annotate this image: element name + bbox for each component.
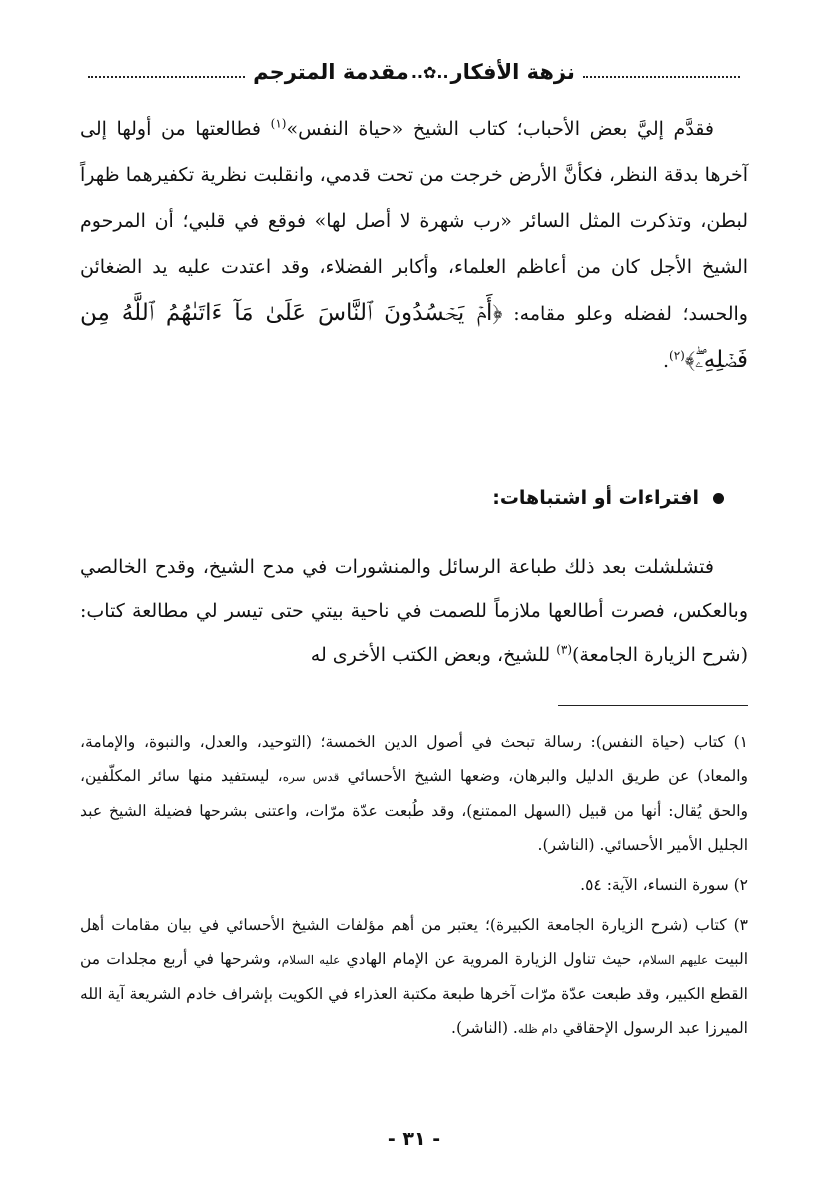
honorific-glyph: عليه السلام (281, 953, 341, 967)
honorific-glyph: دام ظله (517, 1022, 558, 1036)
quran-verse: ﴿أَمۡ يَحۡسُدُونَ ٱلنَّاسَ عَلَىٰ مَآ ءَاتَىٰهُمُ ٱللَّهُ مِن فَضۡلِهِۦۖ﴾ (80, 300, 748, 373)
footnote-text: . (الناشر). (451, 1019, 518, 1037)
header-dots-left (88, 76, 245, 78)
footnote-text: ، حيث تناول الزيارة المروية عن الإمام الهادي (340, 950, 643, 968)
flower-ornament-icon: ..✿.. (410, 62, 449, 82)
footnote-text: ١) كتاب (حياة النفس): رسالة تبحث في أصول الدين الخمسة؛ (التوحيد، والعدل، والنبوة، والإمامة، والمعاد) عن طريق الدليل والبرهان، وضعها الشيخ الأحسائي (80, 733, 749, 785)
footnote-text: ٣) كتاب (شرح الزيارة الجامعة الكبيرة)؛ يعتبر من أهم مؤلفات الشيخ الأحسائي في بيان مقامات أهل البيت (80, 916, 749, 968)
paragraph-text: فتشلشلت بعد ذلك طباعة الرسائل والمنشورات في مدح الشيخ، وقدح الخالصي وبالعكس، فصرت أطالعها ملازماً للصمت في ناحية بيتي حتى تيسر لي مطالعة كتاب: (شرح الزيارة الجامعة) (80, 556, 748, 666)
honorific-glyph: عليهم السلام (642, 953, 709, 967)
paragraph (80, 545, 748, 677)
footnote-ref-1: (١) (270, 116, 287, 131)
running-header (80, 52, 748, 92)
paragraph (80, 106, 748, 384)
footnote-text: ، وشرحها في أربع مجلدات من القطع الكبير، وقد طبعت عدّة مرّات آخرها طبعة مكتبة العذراء في الكويت بإشراف خادم الشريعة آية الله الميرزا عبد الرسول الإحقاقي (80, 950, 748, 1037)
main-paragraph-2 (80, 545, 748, 677)
paragraph-text: فطالعتها من أولها إلى آخرها بدقة النظر، فكأنَّ الأرض خرجت من تحت قدمي، وانقلبت نظرية تكفيرهما ظهراً لبطن، وتذكرت المثل السائر «رب شهرة لا أصل لها» فوقع في قلبي؛ أن المرحوم الشيخ الأجل كان من أعاظم العلماء، وأكابر الفضلاء، وقد اعتدت عليه يد الضغائن والحسد؛ لفضله وعلو مقامه: (80, 118, 748, 325)
paragraph-text: فقدَّم إليَّ بعض الأحباب؛ كتاب الشيخ «حياة النفس» (286, 118, 714, 140)
footnote-1 (80, 725, 748, 862)
main-paragraph-1 (80, 106, 748, 384)
footnote-text: ٢) سورة النساء، الآية: ٥٤. (580, 876, 748, 894)
footnote-text: ، ليستفيد منها سائر المكلّفين، والحق يُقال: أنها من قبيل (السهل الممتنع)، وقد طُبعت عدّة مرّات، واعتنى بشرحها فضيلة الشيخ عبد الجليل الأمير الأحسائي. (الناشر). (80, 767, 748, 854)
honorific-glyph: قدس سره (282, 770, 340, 784)
footnote-separator (558, 705, 748, 706)
footnote-3 (80, 908, 748, 1046)
footnote-ref-2: (٢) (669, 348, 685, 363)
header-dots-right (583, 76, 740, 78)
paragraph-end: . (662, 350, 669, 372)
paragraph-text: للشيخ، وبعض الكتب الأخرى له (310, 644, 557, 666)
footnote-ref-3: (٣) (556, 642, 573, 657)
header-book-title: نزهة الأفكار (450, 60, 575, 84)
bullet-icon (713, 493, 724, 504)
section-heading-text: افتراءات أو اشتباهات: (492, 487, 699, 509)
footnote-2 (80, 868, 748, 902)
footnotes (80, 725, 748, 1052)
header-chapter-title: مقدمة المترجم (253, 60, 409, 84)
section-heading (80, 478, 748, 518)
page-number: - ٣١ - (387, 1128, 441, 1150)
